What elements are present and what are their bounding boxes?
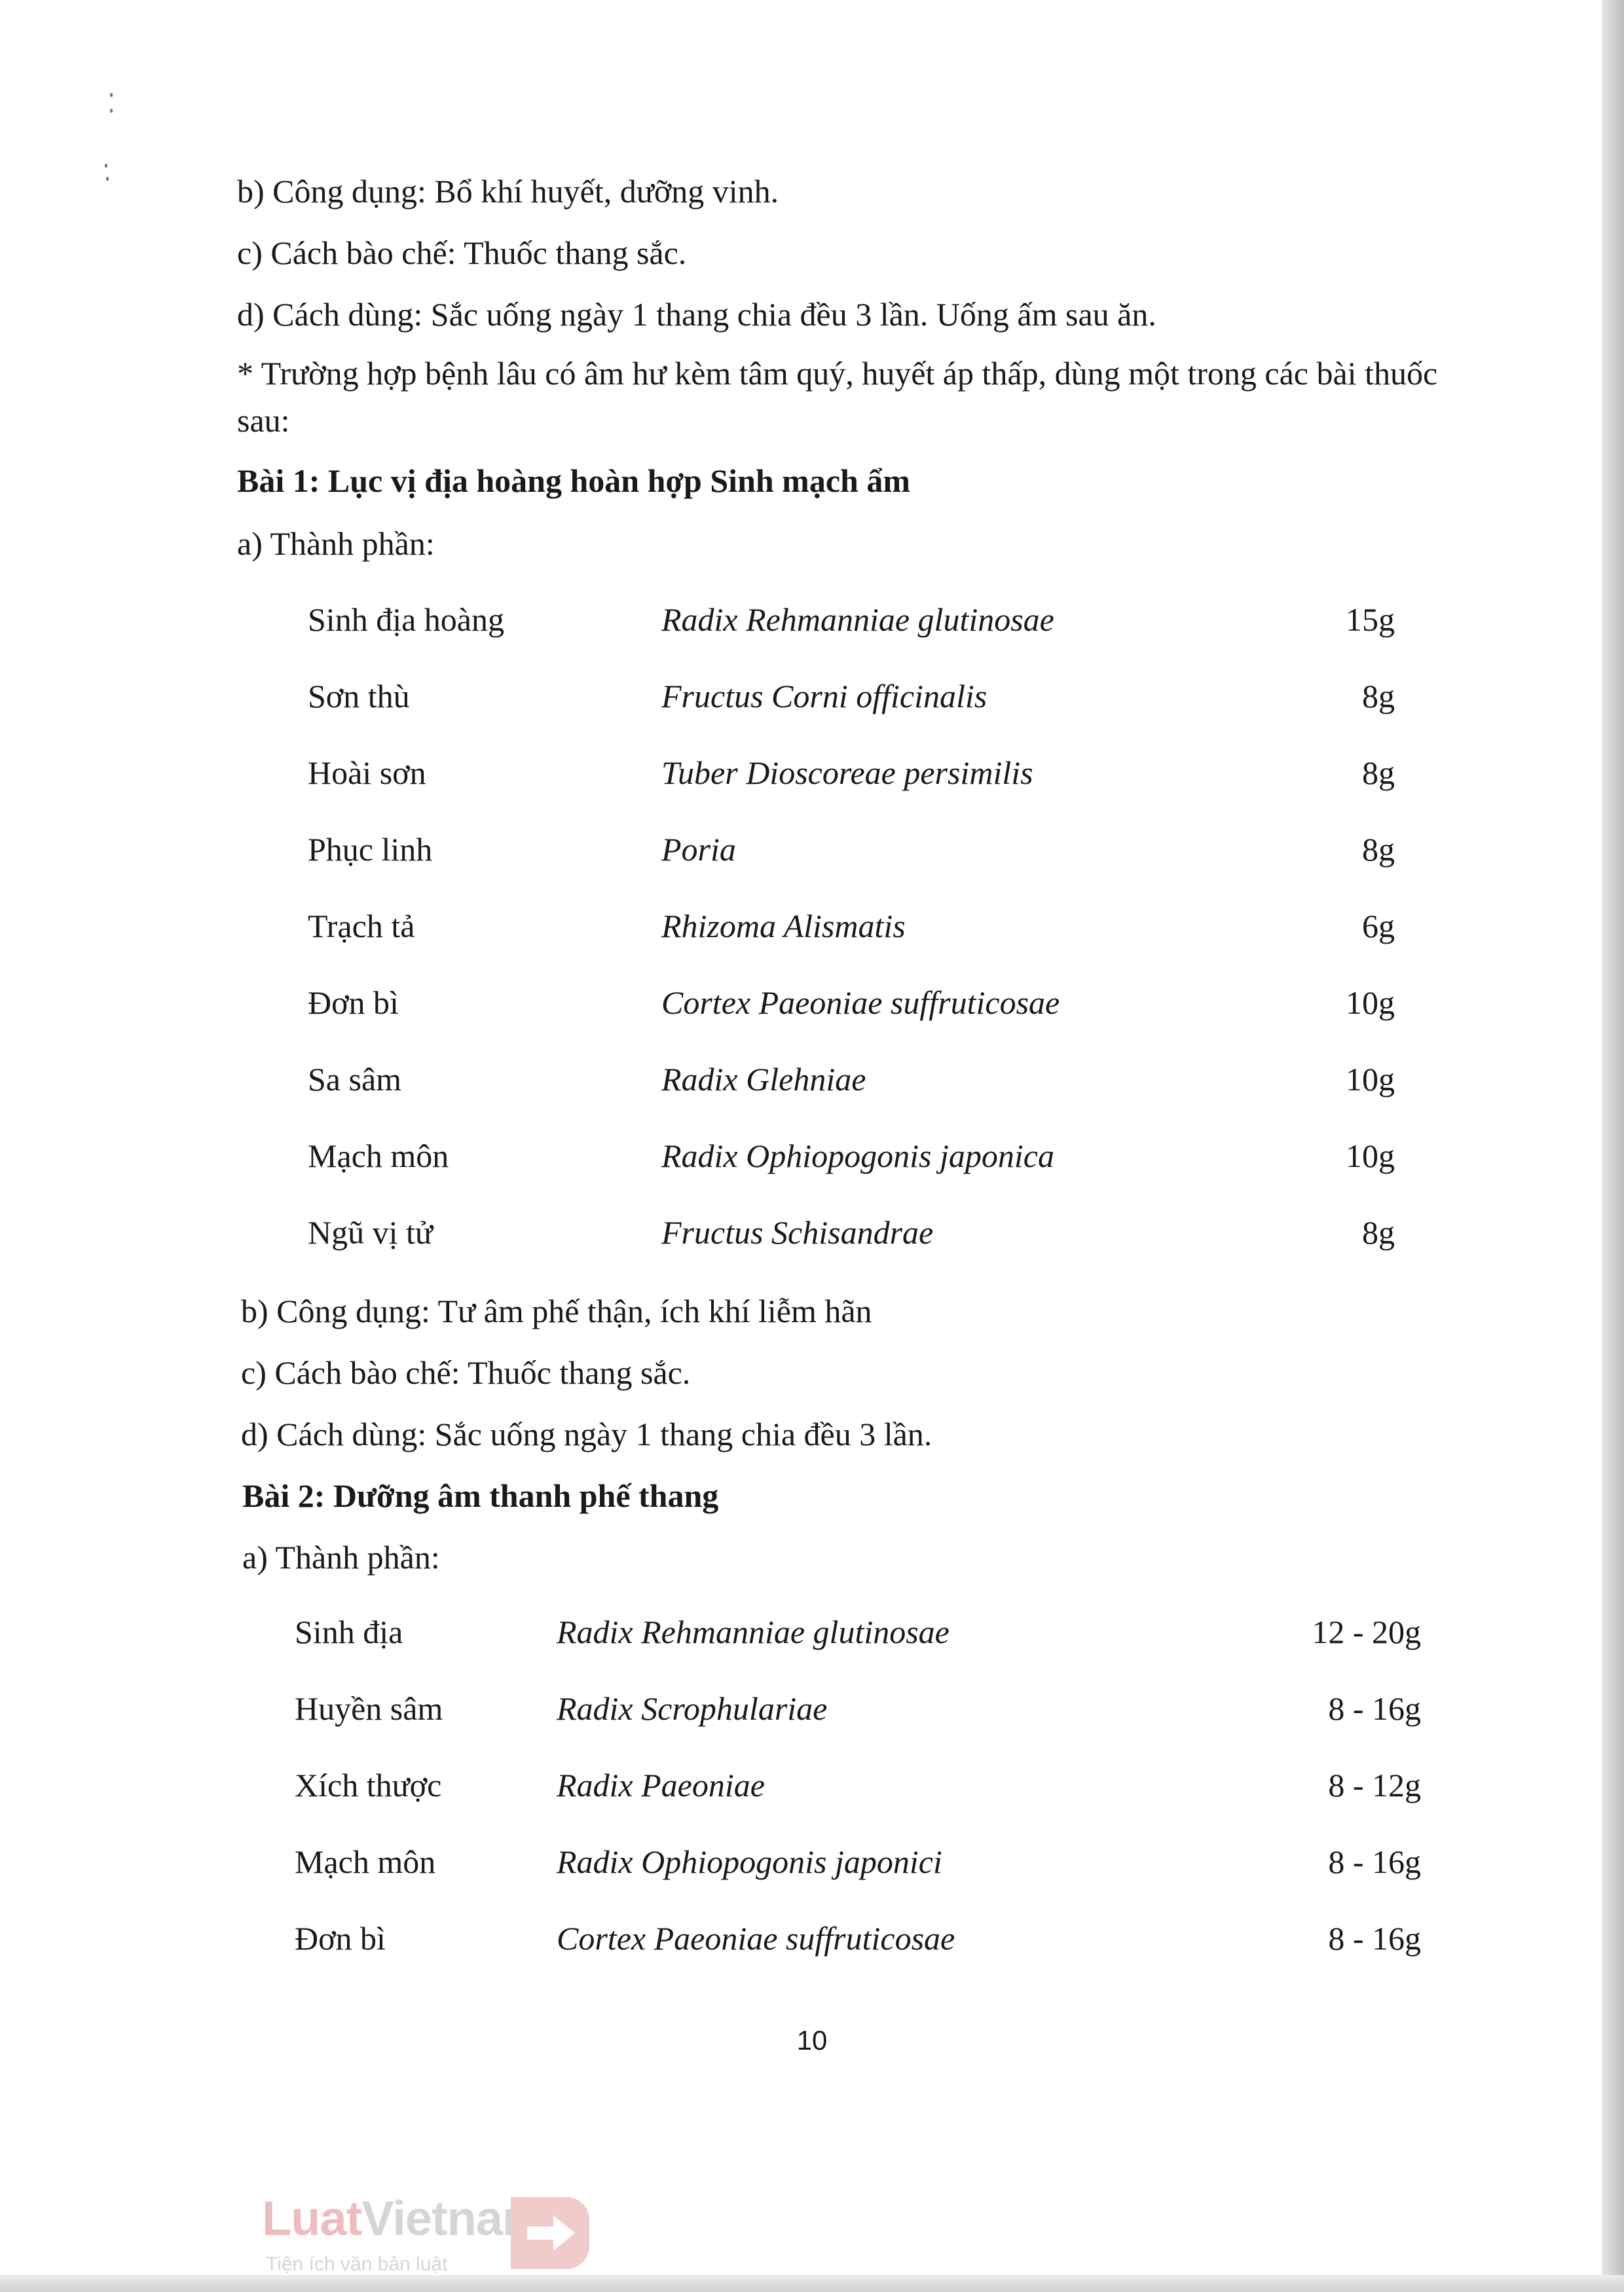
ingredient-latin-name: Fructus Corni officinalis bbox=[661, 678, 987, 714]
ingredient-quantity: 15g bbox=[1346, 601, 1395, 638]
ingredient-latin-name: Radix Ophiopogonis japonici bbox=[557, 1843, 942, 1880]
ingredient-quantity: 6g bbox=[1362, 908, 1395, 944]
watermark-tagline: Tiện ích văn bản luật bbox=[266, 2253, 448, 2275]
ingredient-quantity: 8 - 16g bbox=[1328, 1690, 1421, 1727]
ingredient-quantity: 8g bbox=[1362, 678, 1395, 714]
ingredient-vn-name: Sa sâm bbox=[308, 1061, 402, 1098]
ingredient-vn-name: Đơn bì bbox=[308, 984, 399, 1021]
ingredient-latin-name: Cortex Paeoniae suffruticosae bbox=[661, 984, 1060, 1021]
ingredient-latin-name: Radix Glehniae bbox=[661, 1061, 866, 1098]
ingredient-latin-name: Tuber Dioscoreae persimilis bbox=[661, 754, 1033, 791]
ingredient-latin-name: Radix Rehmanniae glutinosae bbox=[557, 1614, 950, 1650]
luatvietnam-watermark bbox=[262, 2190, 602, 2282]
ingredient-quantity: 10g bbox=[1346, 1137, 1395, 1174]
ingredient-latin-name: Rhizoma Alismatis bbox=[661, 908, 906, 944]
ingredient-quantity: 8g bbox=[1362, 831, 1395, 868]
ingredient-vn-name: Huyền sâm bbox=[295, 1690, 443, 1727]
bai2-title: Bài 2: Dưỡng âm thanh phế thang bbox=[242, 1477, 719, 1514]
ingredient-latin-name: Poria bbox=[661, 831, 736, 868]
intro-usage-line: b) Công dụng: Bổ khí huyết, dưỡng vinh. bbox=[237, 173, 779, 210]
ingredient-latin-name: Radix Paeoniae bbox=[557, 1767, 765, 1803]
ingredient-latin-name: Radix Scrophulariae bbox=[557, 1690, 828, 1727]
watermark-brand-a: Luat bbox=[262, 2191, 362, 2246]
ingredient-vn-name: Mạch môn bbox=[308, 1137, 449, 1174]
ingredient-quantity: 10g bbox=[1346, 1061, 1395, 1098]
ingredient-quantity: 8 - 12g bbox=[1328, 1767, 1421, 1803]
ingredient-latin-name: Radix Rehmanniae glutinosae bbox=[661, 601, 1054, 638]
ingredient-vn-name: Sơn thù bbox=[308, 678, 410, 714]
intro-dosage-line: d) Cách dùng: Sắc uống ngày 1 thang chia đều 3 lần. Uống ấm sau ăn. bbox=[237, 296, 1156, 333]
ingredient-quantity: 8g bbox=[1362, 754, 1395, 791]
ingredient-vn-name: Xích thược bbox=[295, 1767, 442, 1803]
ingredient-vn-name: Hoài sơn bbox=[308, 754, 426, 791]
ingredient-latin-name: Cortex Paeoniae suffruticosae bbox=[557, 1920, 955, 1957]
watermark-logo-text bbox=[262, 2190, 545, 2246]
bai1-preparation-line: c) Cách bào chế: Thuốc thang sắc. bbox=[241, 1354, 691, 1391]
intro-note: * Trường hợp bệnh lâu có âm hư kèm tâm quý, huyết áp thấp, dùng một trong các bài thuốc sau: bbox=[237, 355, 1438, 439]
ingredient-quantity: 10g bbox=[1346, 984, 1395, 1021]
ingredient-vn-name: Ngũ vị tử bbox=[308, 1214, 433, 1251]
arrow-logo-icon bbox=[504, 2190, 596, 2276]
watermark-brand-b: Vietnam bbox=[361, 2191, 545, 2246]
ingredient-quantity: 8g bbox=[1362, 1214, 1395, 1251]
ingredient-vn-name: Trạch tả bbox=[308, 908, 415, 944]
ingredient-vn-name: Mạch môn bbox=[295, 1843, 436, 1880]
ingredient-latin-name: Fructus Schisandrae bbox=[661, 1214, 934, 1251]
ingredient-vn-name: Sinh địa bbox=[295, 1614, 403, 1650]
ingredient-vn-name: Sinh địa hoàng bbox=[308, 601, 504, 638]
ingredient-latin-name: Radix Ophiopogonis japonica bbox=[661, 1137, 1054, 1174]
ingredient-quantity: 8 - 16g bbox=[1328, 1920, 1421, 1957]
ingredient-vn-name: Đơn bì bbox=[295, 1920, 386, 1957]
ingredient-quantity: 8 - 16g bbox=[1328, 1843, 1421, 1880]
bai1-usage-line: b) Công dụng: Tư âm phế thận, ích khí liễm hãn bbox=[241, 1293, 872, 1329]
ingredient-vn-name: Phục linh bbox=[308, 831, 433, 868]
bai1-dosage-line: d) Cách dùng: Sắc uống ngày 1 thang chia đều 3 lần. bbox=[241, 1416, 932, 1452]
bai1-composition-label: a) Thành phần: bbox=[237, 525, 435, 562]
bai1-title: Bài 1: Lục vị địa hoàng hoàn hợp Sinh mạch ẩm bbox=[237, 462, 910, 499]
intro-preparation-line: c) Cách bào chế: Thuốc thang sắc. bbox=[237, 234, 687, 271]
page-number: 10 bbox=[796, 2025, 828, 2056]
bai2-composition-label: a) Thành phần: bbox=[242, 1539, 440, 1576]
ingredient-quantity: 12 - 20g bbox=[1312, 1614, 1421, 1650]
